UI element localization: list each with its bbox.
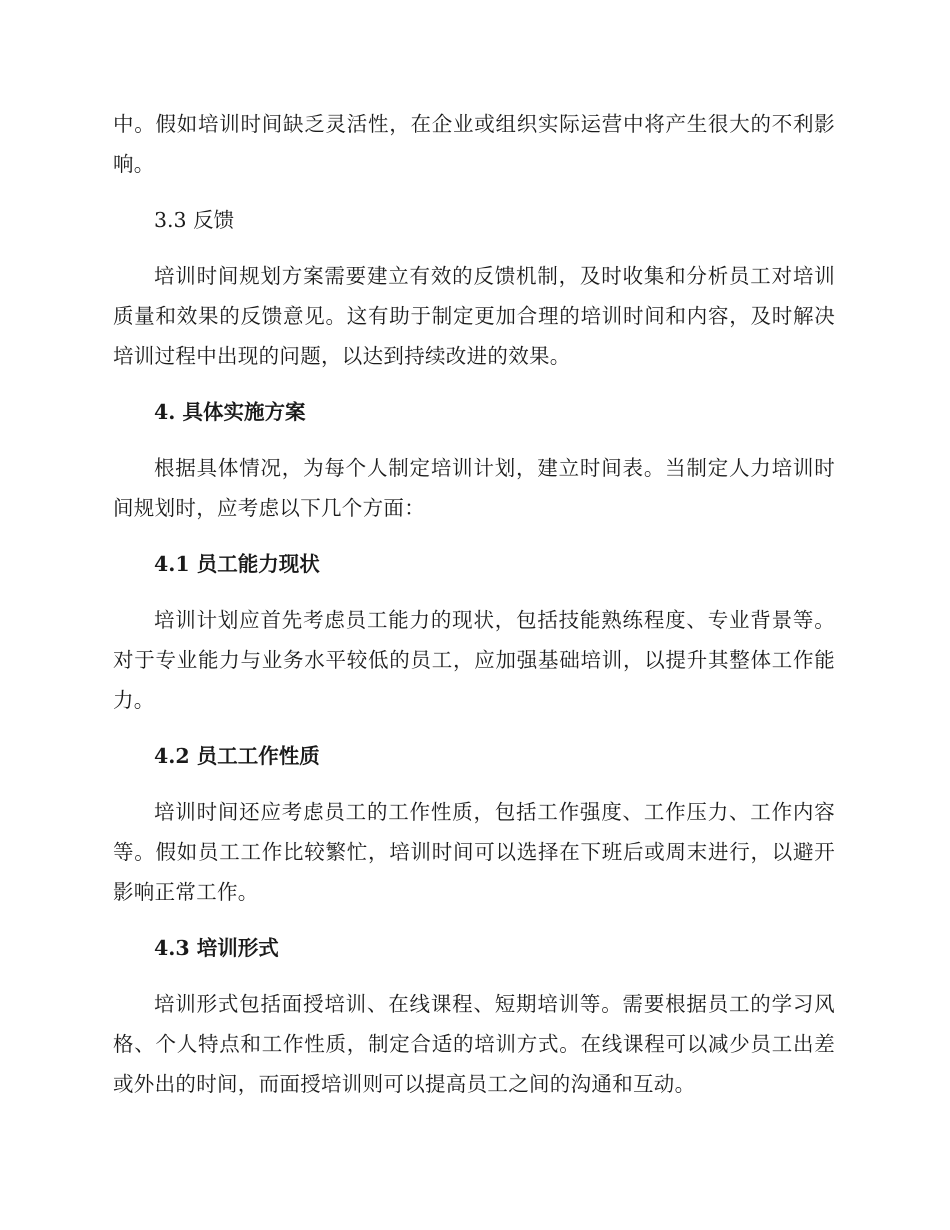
paragraph-training-form: 培训形式包括面授培训、在线课程、短期培训等。需要根据员工的学习风格、个人特点和工作性质，制定合适的培训方式。在线课程可以减少员工出差或外出的时间，而面授培训则可以提高员工之间的沟通和互动。 <box>113 992 835 1096</box>
document-page <box>113 104 835 1120</box>
paragraph-implementation: 根据具体情况，为每个人制定培训计划，建立时间表。当制定人力培训时间规划时，应考虑以下几个方面： <box>113 456 835 520</box>
paragraph-continuation: 中。假如培训时间缺乏灵活性，在企业或组织实际运营中将产生很大的不利影响。 <box>113 112 835 176</box>
section-heading-4-2: 4.2 员工工作性质 <box>154 744 320 768</box>
paragraph-ability: 培训计划应首先考虑员工能力的现状，包括技能熟练程度、专业背景等。对于专业能力与业务水平较低的员工，应加强基础培训，以提升其整体工作能力。 <box>113 608 835 712</box>
section-heading-4-3: 4.3 培训形式 <box>154 936 279 960</box>
paragraph-work-nature: 培训时间还应考虑员工的工作性质，包括工作强度、工作压力、工作内容等。假如员工工作比较繁忙，培训时间可以选择在下班后或周末进行，以避开影响正常工作。 <box>113 800 835 904</box>
section-heading-4-1: 4.1 员工能力现状 <box>154 552 320 576</box>
paragraph-feedback: 培训时间规划方案需要建立有效的反馈机制，及时收集和分析员工对培训质量和效果的反馈意见。这有助于制定更加合理的培训时间和内容，及时解决培训过程中出现的问题，以达到持续改进的效果。 <box>113 264 835 368</box>
section-heading-4: 4. 具体实施方案 <box>154 400 306 424</box>
section-heading-3-3: 3.3 反馈 <box>154 208 235 232</box>
